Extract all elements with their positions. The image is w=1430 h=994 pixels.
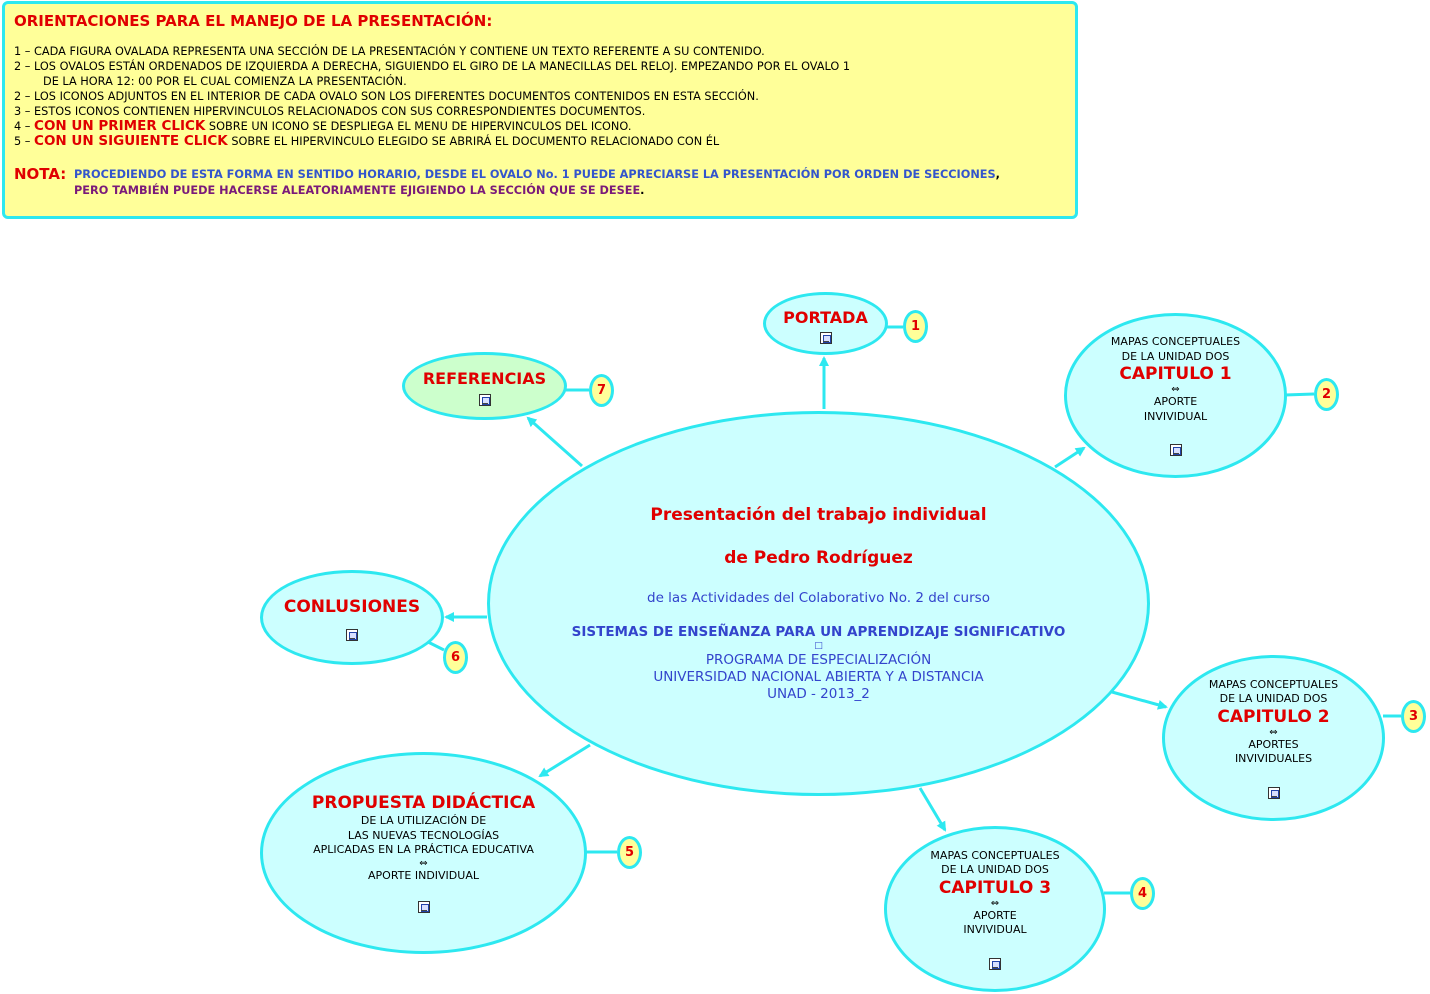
- referencias-title: REFERENCIAS: [422, 369, 547, 388]
- number-badge-6: 6: [443, 641, 468, 674]
- document-icon[interactable]: [346, 629, 358, 641]
- node-portada: [763, 292, 888, 355]
- cap1-line-2: DE LA UNIDAD DOS: [1121, 349, 1230, 363]
- central-node: [487, 411, 1150, 796]
- number-badge-4: 4: [1130, 877, 1155, 910]
- node-propuesta-didactica: [260, 752, 587, 954]
- number-badge-7: 7: [589, 374, 614, 407]
- cap2-line-4: INVIVIDUALES: [1234, 752, 1313, 765]
- cap1-arrow: ⇔: [1171, 384, 1180, 395]
- connector-cap2: [1112, 692, 1166, 707]
- number-badge-3: 3: [1401, 700, 1426, 733]
- connector-cap3: [920, 788, 945, 830]
- cap3-title: CAPITULO 3: [938, 877, 1052, 898]
- nota-label: NOTA:: [14, 165, 67, 183]
- propuesta-line-3: APLICADAS EN LA PRÁCTICA EDUCATIVA: [313, 843, 534, 856]
- instructions-title: ORIENTACIONES PARA EL MANEJO DE LA PRESENTACIÓN:: [14, 12, 493, 30]
- node-capitulo-2: [1162, 655, 1385, 821]
- center-period: UNAD - 2013_2: [767, 686, 870, 702]
- cap2-line-3: APORTES: [1248, 737, 1299, 751]
- connector-referencias: [528, 418, 582, 466]
- propuesta-line-2: LAS NUEVAS TECNOLOGÍAS: [347, 828, 500, 842]
- node-conclusiones: [260, 570, 444, 665]
- cap2-line-1: MAPAS CONCEPTUALES: [1208, 677, 1339, 691]
- document-icon[interactable]: [418, 901, 430, 913]
- nota-comma: ,: [995, 168, 1000, 181]
- number-badge-5: 5: [617, 836, 642, 869]
- cap1-title: CAPITULO 1: [1119, 364, 1232, 384]
- instruction-line-1: 1 – CADA FIGURA OVALADA REPRESENTA UNA SECCIÓN DE LA PRESENTACIÓN Y CONTIENE UN TEXTO REFERENTE A SU CONTENIDO.: [14, 45, 765, 58]
- center-symbol: □: [814, 641, 823, 651]
- cap3-line-1: MAPAS CONCEPTUALES: [930, 848, 1060, 862]
- conclusiones-title: CONLUSIONES: [283, 596, 421, 617]
- document-icon[interactable]: [479, 394, 491, 406]
- nota-line-1: PROCEDIENDO DE ESTA FORMA EN SENTIDO HORARIO, DESDE EL OVALO No. 1 PUEDE APRECIARSE LA PRESENTACIÓN POR ORDEN DE SECCIONES: [74, 168, 996, 181]
- link-num-6: [428, 642, 444, 650]
- document-icon[interactable]: [1170, 444, 1182, 456]
- center-course: SISTEMAS DE ENSEÑANZA PARA UN APRENDIZAJE SIGNIFICATIVO: [571, 624, 1066, 640]
- cap3-arrow: ⇔: [990, 897, 1000, 909]
- cap1-line-3: APORTE: [1153, 395, 1198, 408]
- cap1-line-1: MAPAS CONCEPTUALES: [1110, 335, 1241, 348]
- link-num-2: [1285, 394, 1314, 395]
- document-icon[interactable]: [820, 332, 832, 344]
- instruction-5-rest: SOBRE UN ICONO SE DESPLIEGA EL MENU DE HIPERVINCULOS DEL ICONO.: [205, 120, 632, 133]
- center-program: PROGRAMA DE ESPECIALIZACIÓN: [705, 652, 932, 668]
- instruction-line-2-cont: DE LA HORA 12: 00 POR EL CUAL COMIENZA LA PRESENTACIÓN.: [43, 75, 407, 88]
- propuesta-title: PROPUESTA DIDÁCTICA: [311, 793, 536, 813]
- center-title-2: de Pedro Rodríguez: [724, 548, 913, 568]
- instruction-5-highlight: CON UN PRIMER CLICK: [34, 118, 206, 134]
- number-badge-2: 2: [1314, 378, 1339, 411]
- instruction-line-3: 2 – LOS ICONOS ADJUNTOS EN EL INTERIOR DE CADA OVALO SON LOS DIFERENTES DOCUMENTOS CONTENIDOS EN ESTA SECCIÓN.: [14, 90, 759, 103]
- nota-period: .: [640, 184, 645, 197]
- instruction-5-prefix: 4 –: [14, 120, 35, 133]
- instruction-6-prefix: 5 –: [14, 135, 35, 148]
- node-capitulo-3: [884, 826, 1106, 992]
- node-capitulo-1: [1064, 313, 1287, 478]
- center-subtitle: de las Actividades del Colaborativo No. 2 del curso: [647, 590, 990, 606]
- document-icon[interactable]: [1268, 787, 1280, 799]
- cap2-title: CAPITULO 2: [1217, 706, 1330, 727]
- instruction-line-2: 2 – LOS OVALOS ESTÁN ORDENADOS DE IZQUIERDA A DERECHA, SIGUIENDO EL GIRO DE LA MANECILLAS DEL RELOJ. EMPEZANDO POR EL OVALO 1: [14, 60, 851, 73]
- document-icon[interactable]: [989, 958, 1001, 970]
- cap1-line-4: INVIVIDUAL: [1143, 409, 1208, 423]
- center-university: UNIVERSIDAD NACIONAL ABIERTA Y A DISTANCIA: [653, 669, 984, 685]
- propuesta-line-1: DE LA UTILIZACIÓN DE: [360, 814, 487, 827]
- connector-cap1: [1055, 448, 1084, 467]
- node-referencias: [402, 352, 567, 420]
- cap2-arrow: ⇔: [1269, 726, 1278, 738]
- portada-title: PORTADA: [783, 307, 868, 327]
- center-title-1: Presentación del trabajo individual: [650, 505, 987, 525]
- connector-propuesta: [540, 745, 590, 776]
- instruction-6-highlight: CON UN SIGUIENTE CLICK: [34, 133, 228, 149]
- propuesta-arrow: ⇔: [419, 857, 428, 869]
- number-badge-1: 1: [903, 310, 928, 343]
- propuesta-line-4: APORTE INDIVIDUAL: [368, 868, 479, 882]
- cap3-line-2: DE LA UNIDAD DOS: [941, 863, 1049, 876]
- instruction-line-4: 3 – ESTOS ICONOS CONTIENEN HIPERVINCULOS RELACIONADOS CON SUS CORRESPONDIENTES DOCUMENTOS.: [14, 105, 646, 118]
- cap3-line-3: APORTE: [973, 908, 1017, 922]
- cap2-line-2: DE LA UNIDAD DOS: [1219, 692, 1328, 705]
- nota-line-2-text: PERO TAMBIÉN PUEDE HACERSE ALEATORIAMENTE EJIGIENDO LA SECCIÓN QUE SE DESEE: [74, 184, 641, 197]
- cap3-line-4: INVIVIDUAL: [963, 923, 1027, 936]
- instruction-6-rest: SOBRE EL HIPERVINCULO ELEGIDO SE ABRIRÁ EL DOCUMENTO RELACIONADO CON ÉL: [227, 135, 720, 148]
